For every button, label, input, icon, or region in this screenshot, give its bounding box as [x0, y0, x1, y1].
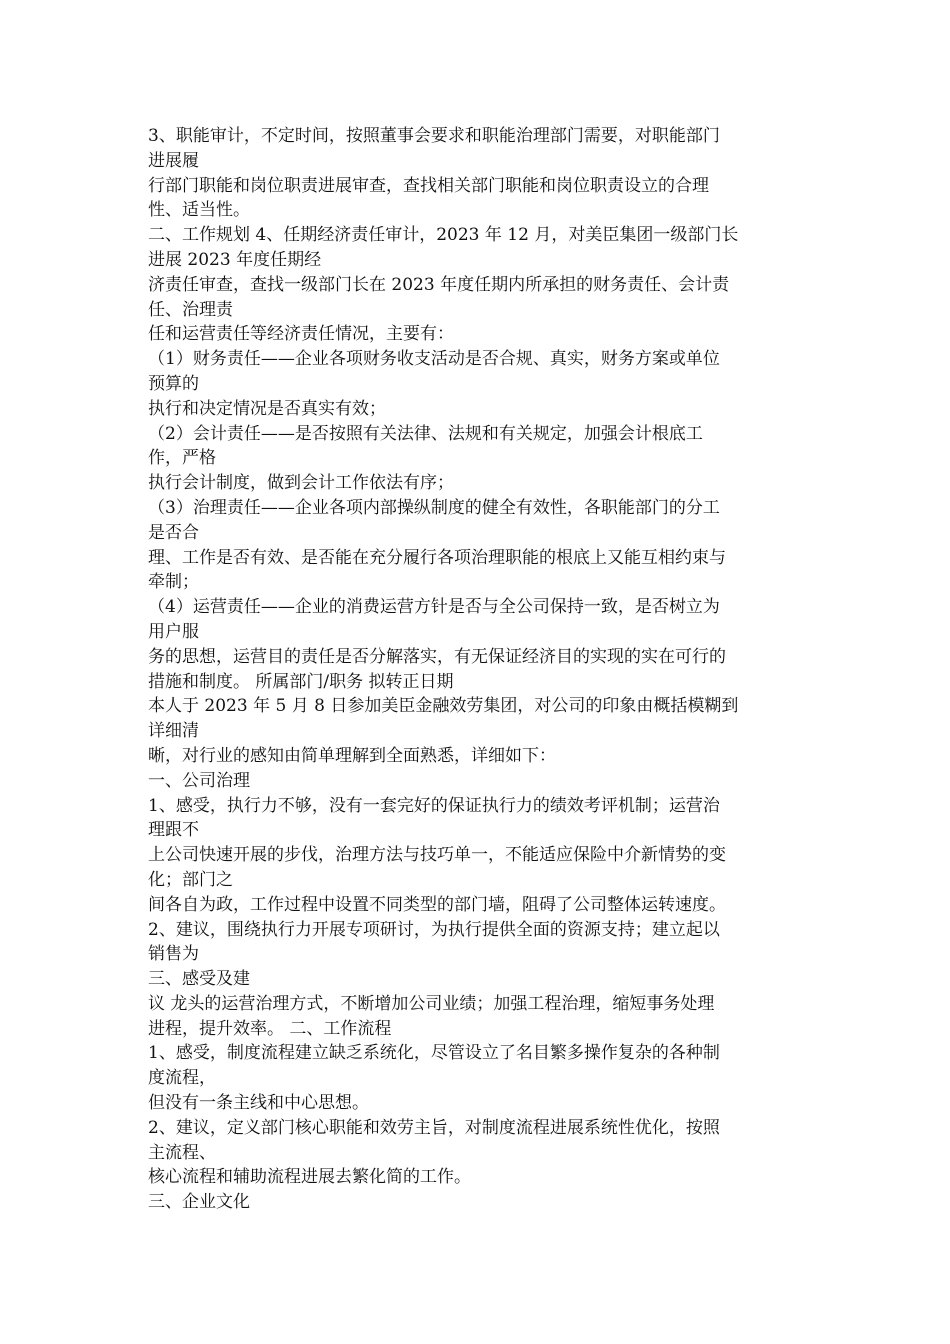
text-line: 3、职能审计，不定时间，按照董事会要求和职能治理部门需要，对职能部门 [148, 126, 720, 146]
text-line: 预算的 [148, 373, 199, 394]
text-line: 晰，对行业的感知由简单理解到全面熟悉，详细如下： [148, 745, 556, 766]
text-line: 一、公司治理 [148, 770, 250, 791]
text-line: 二、工作规划 4、任期经济责任审计，2023 年 12 月，对美臣集团一级部门长 [148, 225, 739, 246]
text-line: 化；部门之 [148, 869, 233, 890]
text-line: （3）治理责任——企业各项内部操纵制度的健全有效性，各职能部门的分工 [148, 497, 720, 518]
text-line: 行部门职能和岗位职责进展审查，查找相关部门职能和岗位职责设立的合理 [148, 175, 709, 196]
text-line: 进展履 [148, 150, 199, 171]
text-line: 主流程、 [148, 1142, 216, 1163]
text-line: 执行和决定情况是否真实有效； [148, 398, 386, 419]
text-line: 济责任审查，查找一级部门长在 2023 年度任期内所承担的财务责任、会计责 [148, 274, 730, 295]
text-line: 三、企业文化 [148, 1192, 250, 1213]
text-line: 详细清 [148, 721, 199, 742]
text-line: 理跟不 [148, 820, 199, 841]
text-line: 务的思想，运营目的责任是否分解落实，有无保证经济目的实现的实在可行的 [148, 646, 726, 667]
text-line: 本人于 2023 年 5 月 8 日参加美臣金融效劳集团，对公司的印象由概括模糊到 [148, 696, 739, 717]
text-line: 是否合 [148, 522, 199, 543]
text-line: 2、建议，围绕执行力开展专项研讨，为执行提供全面的资源支持；建立起以 [148, 919, 720, 940]
text-line: 任和运营责任等经济责任情况，主要有： [148, 324, 454, 345]
text-line: 但没有一条主线和中心思想。 [148, 1093, 369, 1114]
text-line: 销售为 [148, 944, 199, 965]
text-line: 度流程， [148, 1068, 216, 1089]
text-line: 1、感受，执行力不够，没有一套完好的保证执行力的绩效考评机制；运营治 [148, 795, 720, 816]
text-line: 措施和制度。 所属部门/职务 拟转正日期 [148, 671, 454, 692]
text-line: 间各自为政，工作过程中设置不同类型的部门墙，阻碍了公司整体运转速度。 [148, 894, 726, 915]
text-line: 上公司快速开展的步伐，治理方法与技巧单一，不能适应保险中介新情势的变 [148, 845, 726, 866]
text-line: 2、建议，定义部门核心职能和效劳主旨，对制度流程进展系统性优化，按照 [148, 1117, 720, 1138]
text-line: 作，严格 [148, 448, 216, 469]
text-line: 核心流程和辅助流程进展去繁化简的工作。 [148, 1167, 471, 1188]
text-line: 议 龙头的运营治理方式，不断增加公司业绩；加强工程治理，缩短事务处理 [148, 993, 715, 1014]
text-line: 理、工作是否有效、是否能在充分履行各项治理职能的根底上又能互相约束与 [148, 547, 726, 568]
text-line: 执行会计制度，做到会计工作依法有序； [148, 473, 454, 494]
text-line: 1、感受，制度流程建立缺乏系统化，尽管设立了名目繁多操作复杂的各种制 [148, 1043, 720, 1064]
text-line: 性、适当性。 [148, 200, 250, 221]
text-line: 任、治理责 [148, 299, 233, 320]
text-line: 用户服 [148, 621, 199, 642]
text-line: （1）财务责任——企业各项财务收支活动是否合规、真实，财务方案或单位 [148, 349, 720, 370]
text-line: （2）会计责任——是否按照有关法律、法规和有关规定，加强会计根底工 [148, 423, 703, 444]
text-line: 进展 2023 年度任期经 [148, 249, 322, 270]
document-page [148, 124, 808, 1215]
text-line: 进程，提升效率。 二、工作流程 [148, 1018, 392, 1039]
text-line: 三、感受及建 [148, 969, 250, 990]
text-line: （4）运营责任——企业的消费运营方针是否与全公司保持一致，是否树立为 [148, 597, 720, 618]
text-line: 牵制； [148, 572, 199, 593]
